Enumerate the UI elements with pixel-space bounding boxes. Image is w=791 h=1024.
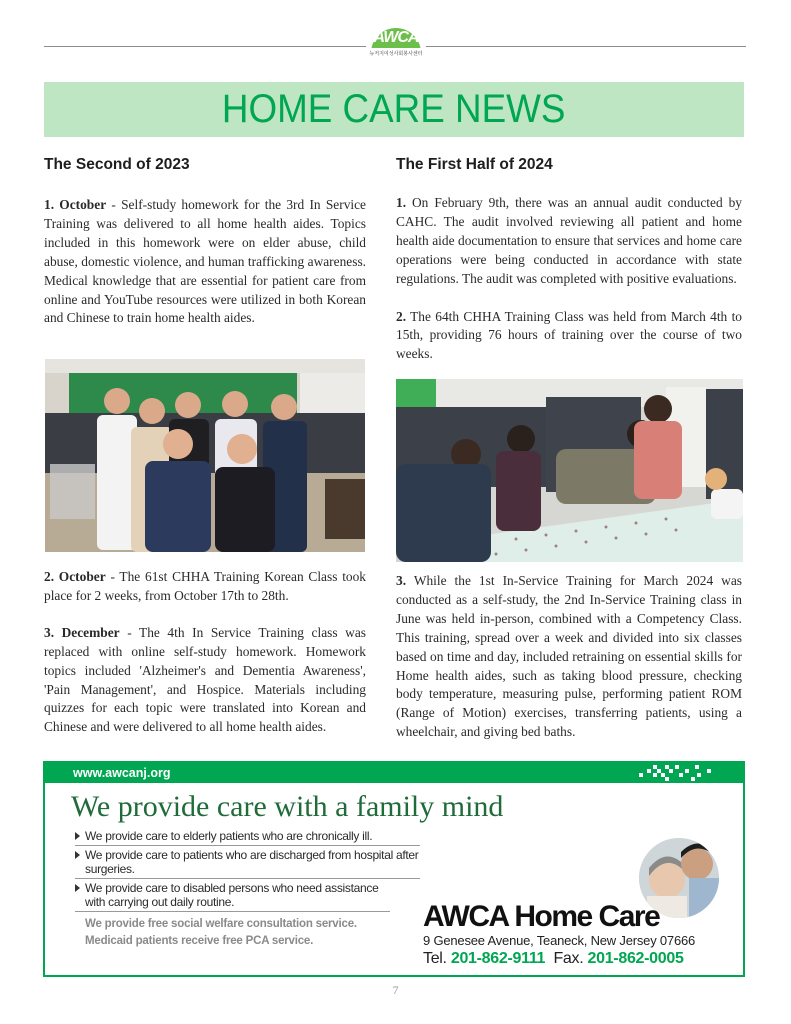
logo-subtext: 뉴저지여성사회봉사센터: [369, 51, 423, 57]
tel-label: Tel.: [423, 950, 447, 967]
right-item-2: [396, 308, 742, 365]
ad-address: 9 Genesee Avenue, Teaneck, New Jersey 07666: [423, 933, 696, 948]
page-number: 7: [392, 983, 399, 997]
service-item: [75, 827, 420, 846]
fax-label: Fax.: [553, 950, 584, 967]
right-column: [396, 156, 742, 364]
service-text: We provide care to disabled persons who need assistance with carrying out daily routine.: [85, 881, 379, 909]
item-text: - The 4th In Service Training class was replaced with online self-study homework. Homework topics included 'Alzheimer's and Dementia Awareness', 'Pain Management', and Hospice. Materials including quizzes for each topic were translated into Korean and Chinese and were delivered to all home health aides.: [44, 624, 366, 735]
service-item: [75, 846, 420, 879]
right-section-title: The First Half of 2024: [396, 156, 553, 173]
training-photo: [396, 379, 743, 562]
item-text: The 64th CHHA Training Class was held from March 4th to 15th, providing 76 hours of training over the course of two weeks.: [396, 308, 742, 362]
ad-note: [85, 916, 420, 950]
ad-contact-block: [423, 901, 733, 969]
awca-advertisement: [43, 761, 745, 977]
bullet-triangle-icon: [75, 832, 80, 840]
page-title: HOME CARE NEWS: [222, 87, 566, 131]
right-column-lower: [396, 572, 742, 742]
website-link[interactable]: www.awcanj.org: [73, 766, 171, 780]
item-label: 2. October: [44, 569, 106, 584]
left-column-lower: [44, 568, 366, 737]
ad-contact: [423, 949, 733, 969]
note-line-2: Medicaid patients receive free PCA service.: [85, 935, 314, 947]
item-label: 1. October: [44, 197, 107, 212]
group-photo-image: [45, 359, 365, 552]
item-text: - Self-study homework for the 3rd In Service Training was delivered to all home health aides. Topics included in this homework were on elder abuse, child abuse, domestic violence, and human trafficking awareness. Medical knowledge that are essential for patient care from online and YouTube resources were utilized in both Korean and Chinese to train home health aides.: [44, 197, 366, 326]
item-label: 3. December: [44, 624, 120, 640]
services-list: [75, 827, 420, 912]
item-text: On February 9th, there was an annual audit conducted by CAHC. The audit involved reviewing all patient and home health aide documentation to ensure that services and home care operations were being conducted in accordance with state regulations. The audit was completed with positive evaluations.: [396, 195, 742, 286]
tel-number[interactable]: 201-862-9111: [450, 950, 546, 967]
bullet-triangle-icon: [75, 851, 80, 859]
ad-slogan: We provide care with a family mind: [71, 790, 504, 823]
ad-header-bar: [45, 763, 743, 783]
awca-logo: [366, 26, 426, 60]
right-item-1: [396, 194, 742, 289]
service-item: [75, 879, 390, 912]
left-item-3: [44, 624, 366, 737]
title-banner: [44, 82, 744, 137]
item-text: While the 1st In-Service Training for March 2024 was conducted as a self-study, the 2nd In-Service Training class in June was held in-person, combined with a Competency Class. This training, spread over a week and divided into six classes based on time and day, included retraining on essential skills for Home health aides, such as taking blood pressure, checking body temperature, measuring pulse, performing patient ROM (Range of Motion) exercises, transferring patients, using a wheelchair, and giving bed baths.: [396, 573, 742, 740]
item-text: - The 61st CHHA Training Korean Class took place for 2 weeks, from October 17th to 28th.: [44, 569, 367, 603]
note-line-1: We provide free social welfare consultation service.: [85, 918, 357, 930]
brand-name: AWCA Home Care: [423, 900, 660, 933]
item-label: 3.: [396, 573, 407, 588]
service-text: We provide care to elderly patients who are chronically ill.: [85, 829, 373, 843]
bullet-triangle-icon: [75, 884, 80, 892]
training-photo-image: [396, 379, 743, 562]
group-photo: [45, 359, 365, 552]
left-section-title: The Second of 2023: [44, 156, 190, 173]
logo-text: AWCA: [373, 29, 419, 46]
item-label: 1.: [396, 195, 407, 210]
left-item-2: [44, 568, 366, 606]
pixel-pattern-icon: [635, 763, 715, 783]
item-label: 2.: [396, 308, 407, 324]
left-column: [44, 156, 366, 328]
service-text: We provide care to patients who are discharged from hospital after surgeries.: [85, 848, 419, 876]
fax-number: 201-862-0005: [587, 950, 684, 967]
right-item-3: [396, 572, 742, 742]
left-item-1: [44, 196, 366, 328]
ad-left-block: [75, 827, 420, 950]
